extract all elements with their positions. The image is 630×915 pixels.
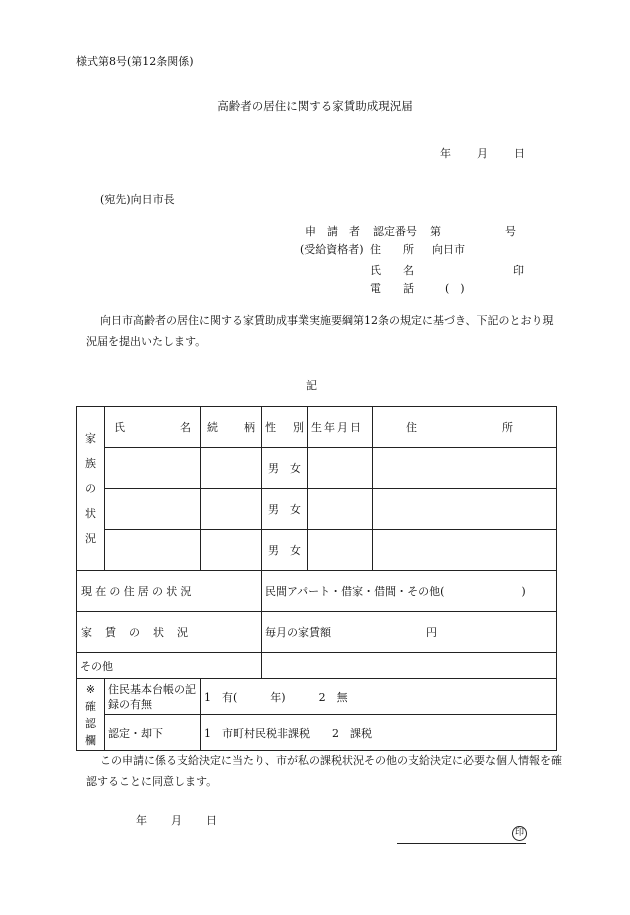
month-label: 月 xyxy=(477,147,488,160)
addressee: (宛先)向日市長 xyxy=(100,193,175,206)
address-cell[interactable] xyxy=(373,448,557,489)
address-label: 住 所 xyxy=(370,243,414,256)
family-name-cell[interactable] xyxy=(105,530,201,571)
form-table xyxy=(76,406,557,751)
relation-cell[interactable] xyxy=(201,530,262,571)
day-label: 日 xyxy=(206,814,217,827)
birthdate-cell[interactable] xyxy=(308,530,373,571)
name-label: 氏 名 xyxy=(370,264,414,277)
day-label: 日 xyxy=(514,147,525,160)
residence-row xyxy=(77,571,557,612)
applicant-role: 申 請 者 xyxy=(305,225,360,238)
sex-cell[interactable]: 男 女 xyxy=(262,489,308,530)
document-title: 高齢者の居住に関する家賃助成現況届 xyxy=(217,99,413,113)
nintei-row xyxy=(77,715,557,751)
family-name-cell[interactable] xyxy=(105,448,201,489)
ki-heading: 記 xyxy=(306,379,317,392)
sex-cell[interactable]: 男 女 xyxy=(262,448,308,489)
confirmation-label: ※ 確 認 欄 xyxy=(77,679,105,751)
address-cell[interactable] xyxy=(373,530,557,571)
form-number: 様式第8号(第12条関係) xyxy=(76,55,194,68)
header-relation: 続 柄 xyxy=(201,407,262,448)
phone-label: 電 話 xyxy=(370,282,414,295)
signature-line[interactable] xyxy=(397,843,526,844)
yen-unit: 円 xyxy=(426,626,437,639)
juminhyo-label: 住民基本台帳の記録の有無 xyxy=(105,679,201,715)
consent-statement: この申請に係る支給決定に当たり、市が私の課税状況その他の支給決定に必要な個人情報を確認することに同意します。 xyxy=(86,754,562,788)
nintei-label: 認定・却下 xyxy=(105,715,201,751)
juminhyo-value: 1 有( 年) 2 無 xyxy=(201,679,557,715)
year-label: 年 xyxy=(136,814,147,827)
residence-label: 現在の住居の状況 xyxy=(77,571,262,612)
other-row xyxy=(77,653,557,679)
phone-paren: ( ) xyxy=(445,282,465,295)
applicant-sub-role: (受給資格者) xyxy=(300,243,364,256)
table-row xyxy=(77,489,557,530)
family-name-cell[interactable] xyxy=(105,489,201,530)
header-sex: 性 別 xyxy=(262,407,308,448)
table-row xyxy=(77,448,557,489)
month-label: 月 xyxy=(171,814,182,827)
relation-cell[interactable] xyxy=(201,448,262,489)
birthdate-cell[interactable] xyxy=(308,448,373,489)
relation-cell[interactable] xyxy=(201,489,262,530)
seal-label: 印 xyxy=(513,264,524,277)
address-value: 向日市 xyxy=(432,243,465,256)
header-address: 住 所 xyxy=(373,407,557,448)
seal-icon: 印 xyxy=(512,826,527,841)
cert-number-prefix: 第 xyxy=(430,225,441,238)
other-value[interactable] xyxy=(262,653,557,679)
rent-label: 家賃の状況 xyxy=(77,612,262,653)
cert-number-label: 認定番号 xyxy=(373,225,417,238)
juminhyo-row xyxy=(77,679,557,715)
header-birthdate: 生年月日 xyxy=(308,407,373,448)
consent-date xyxy=(136,812,217,828)
cert-number-suffix: 号 xyxy=(505,225,516,238)
family-status-label: 家 族 の 状 況 xyxy=(77,407,105,571)
header-name: 氏 名 xyxy=(105,407,201,448)
table-header-row xyxy=(77,407,557,448)
rent-row xyxy=(77,612,557,653)
nintei-value: 1 市町村民税非課税 2 課税 xyxy=(201,715,557,751)
year-label: 年 xyxy=(440,147,451,160)
submission-date xyxy=(440,145,525,161)
intro-paragraph: 向日市高齢者の居住に関する家賃助成事業実施要綱第12条の規定に基づき、下記のとおり現況届を提出いたします。 xyxy=(86,314,554,348)
rent-value[interactable]: 毎月の家賃額 円 xyxy=(262,612,557,653)
other-label: その他 xyxy=(77,653,262,679)
sex-cell[interactable]: 男 女 xyxy=(262,530,308,571)
residence-value[interactable]: 民間アパート・借家・借間・その他( ) xyxy=(262,571,557,612)
address-cell[interactable] xyxy=(373,489,557,530)
birthdate-cell[interactable] xyxy=(308,489,373,530)
table-row xyxy=(77,530,557,571)
